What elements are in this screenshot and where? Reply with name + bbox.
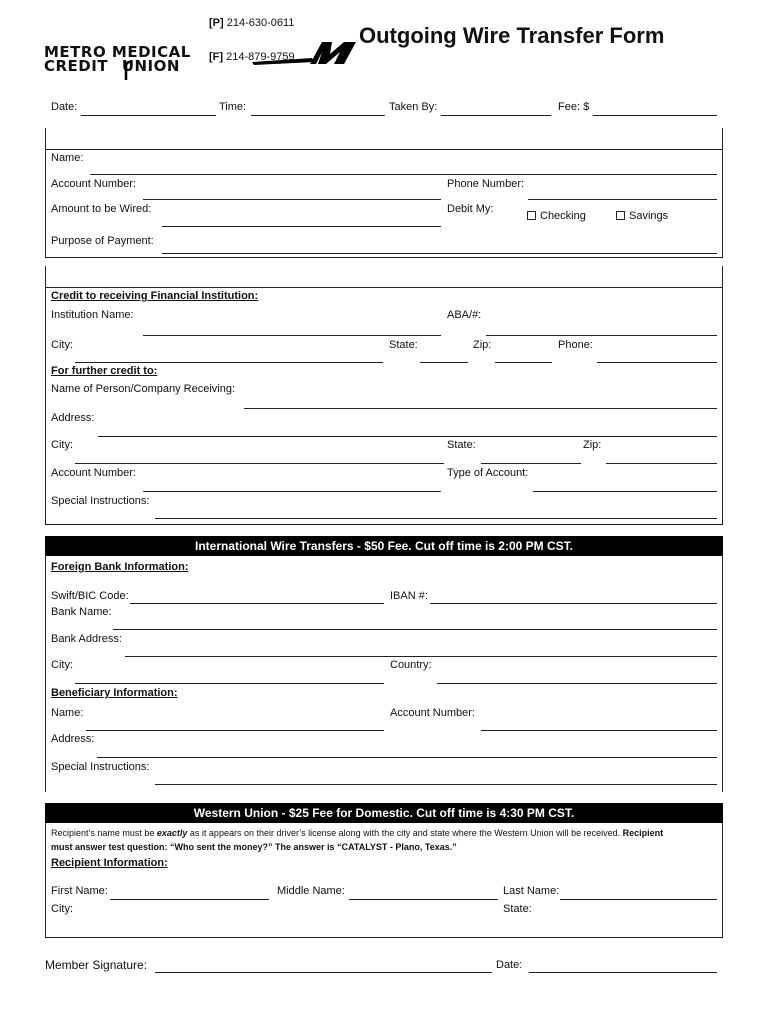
beneficiary-name-label: Name:: [51, 707, 84, 719]
member-phone-field[interactable]: [528, 199, 717, 200]
credit-state-label: State:: [389, 339, 418, 351]
middle-name-label: Middle Name:: [277, 885, 345, 897]
logo-line-1: METRO MEDICAL: [44, 43, 191, 61]
logo-line-2b: UNION: [121, 57, 180, 75]
member-name-label: Name:: [51, 152, 84, 164]
logo-line-2a: CREDIT: [44, 57, 109, 75]
purpose-label: Purpose of Payment:: [51, 235, 154, 247]
intl-special-field[interactable]: [155, 784, 717, 785]
credit-special-label: Special Instructions:: [51, 495, 150, 507]
first-name-field[interactable]: [110, 899, 269, 900]
checking-label: Checking: [540, 210, 586, 222]
institution-field[interactable]: [143, 335, 441, 336]
time-label: Time:: [219, 101, 247, 113]
footer-date-label: Date:: [496, 959, 523, 971]
receiving-city-label: City:: [51, 439, 73, 451]
credit-city-label: City:: [51, 339, 73, 351]
receiving-state-field[interactable]: [481, 463, 581, 464]
institution-label: Institution Name:: [51, 309, 134, 321]
fax-number: 214-879-9759: [226, 51, 295, 63]
bank-name-field[interactable]: [113, 629, 717, 630]
western-union-note: [51, 826, 719, 854]
credit-city-field[interactable]: [75, 362, 383, 363]
note-text-b: as it appears on their driver’s license along with the city and state where the Western Union will be received.: [187, 828, 623, 838]
account-type-label: Type of Account:: [447, 467, 529, 479]
member-phone-label: Phone Number:: [447, 178, 525, 190]
foreign-bank-heading: Foreign Bank Information:: [51, 561, 189, 573]
time-field[interactable]: [251, 115, 385, 116]
iban-label: IBAN #:: [390, 590, 428, 602]
signature-label: Member Signature:: [45, 958, 148, 972]
wu-state-label: State:: [503, 903, 532, 915]
fee-label: Fee: $: [558, 101, 590, 113]
note-text-a: Recipient’s name must be: [51, 828, 157, 838]
last-name-label: Last Name:: [503, 885, 560, 897]
note-bold-2: must answer test question: “Who sent the money?” The answer is “CATALYST - Plano, Texas.”: [51, 842, 457, 852]
taken-by-field[interactable]: [441, 115, 551, 116]
fee-field[interactable]: [593, 115, 717, 116]
wu-city-label: City:: [51, 903, 73, 915]
country-label: Country:: [390, 659, 432, 671]
credit-zip-label: Zip:: [473, 339, 492, 351]
debit-my-label: Debit My:: [447, 203, 494, 215]
date-field[interactable]: [81, 115, 216, 116]
receiving-address-field[interactable]: [98, 436, 717, 437]
bank-address-label: Bank Address:: [51, 633, 122, 645]
swift-field[interactable]: [130, 603, 384, 604]
credit-phone-label: Phone:: [558, 339, 593, 351]
beneficiary-address-label: Address:: [51, 733, 95, 745]
signature-field[interactable]: [155, 972, 492, 973]
member-name-field[interactable]: [90, 174, 717, 175]
credit-zip-field[interactable]: [495, 362, 552, 363]
beneficiary-account-field[interactable]: [481, 730, 717, 731]
savings-option[interactable]: [616, 210, 668, 223]
savings-label: Savings: [629, 210, 669, 222]
last-name-field[interactable]: [560, 899, 717, 900]
beneficiary-account-label: Account Number:: [390, 707, 475, 719]
aba-label: ABA/#:: [447, 309, 482, 321]
receiving-state-label: State:: [447, 439, 476, 451]
beneficiary-heading: Beneficiary Information:: [51, 687, 178, 699]
savings-checkbox[interactable]: [616, 211, 625, 220]
credit-state-field[interactable]: [420, 362, 468, 363]
member-account-label: Account Number:: [51, 178, 136, 190]
credit-special-field[interactable]: [155, 518, 717, 519]
credit-phone-field[interactable]: [597, 362, 717, 363]
bank-name-label: Bank Name:: [51, 606, 112, 618]
purpose-field[interactable]: [162, 253, 717, 254]
recipient-heading: Recipient Information:: [51, 857, 168, 869]
credit-heading: Credit to receiving Financial Institution:: [51, 290, 259, 302]
account-type-field[interactable]: [533, 491, 717, 492]
beneficiary-name-field[interactable]: [86, 730, 384, 731]
receiving-name-label: Name of Person/Company Receiving:: [51, 383, 236, 395]
fax-label: [F]: [209, 51, 224, 63]
international-bar: International Wire Transfers - $50 Fee. Cut off time is 2:00 PM CST.: [45, 536, 723, 556]
intl-city-field[interactable]: [75, 683, 384, 684]
further-credit-heading: For further credit to:: [51, 365, 158, 377]
logo-swoosh-icon: [120, 44, 250, 84]
beneficiary-address-field[interactable]: [97, 757, 717, 758]
note-text-emphasis: exactly: [156, 828, 188, 838]
swift-label: Swift/BIC Code:: [51, 590, 129, 602]
receiving-zip-label: Zip:: [583, 439, 602, 451]
iban-field[interactable]: [430, 603, 717, 604]
checking-checkbox[interactable]: [527, 211, 536, 220]
country-field[interactable]: [437, 683, 717, 684]
receiving-account-field[interactable]: [143, 491, 441, 492]
receiving-city-field[interactable]: [75, 463, 444, 464]
page-title: Outgoing Wire Transfer Form: [359, 23, 665, 48]
amount-field[interactable]: [162, 226, 441, 227]
western-union-bar: Western Union - $25 Fee for Domestic. Cut off time is 4:30 PM CST.: [45, 803, 723, 823]
first-name-label: First Name:: [51, 885, 108, 897]
receiving-zip-field[interactable]: [606, 463, 717, 464]
aba-field[interactable]: [486, 335, 717, 336]
footer-date-field[interactable]: [529, 972, 717, 973]
intl-special-label: Special Instructions:: [51, 761, 150, 773]
bank-address-field[interactable]: [125, 656, 717, 657]
date-label: Date:: [51, 101, 78, 113]
middle-name-field[interactable]: [349, 899, 498, 900]
receiving-name-field[interactable]: [244, 408, 717, 409]
note-bold-1: Recipient: [622, 828, 664, 838]
checking-option[interactable]: [527, 210, 586, 223]
phone-label: [P]: [209, 17, 224, 29]
taken-by-label: Taken By:: [389, 101, 438, 113]
receiving-address-label: Address:: [51, 412, 95, 424]
phone-number: 214-630-0611: [226, 17, 295, 29]
amount-label: Amount to be Wired:: [51, 203, 152, 215]
intl-city-label: City:: [51, 659, 73, 671]
receiving-account-label: Account Number:: [51, 467, 136, 479]
member-account-field[interactable]: [143, 199, 441, 200]
